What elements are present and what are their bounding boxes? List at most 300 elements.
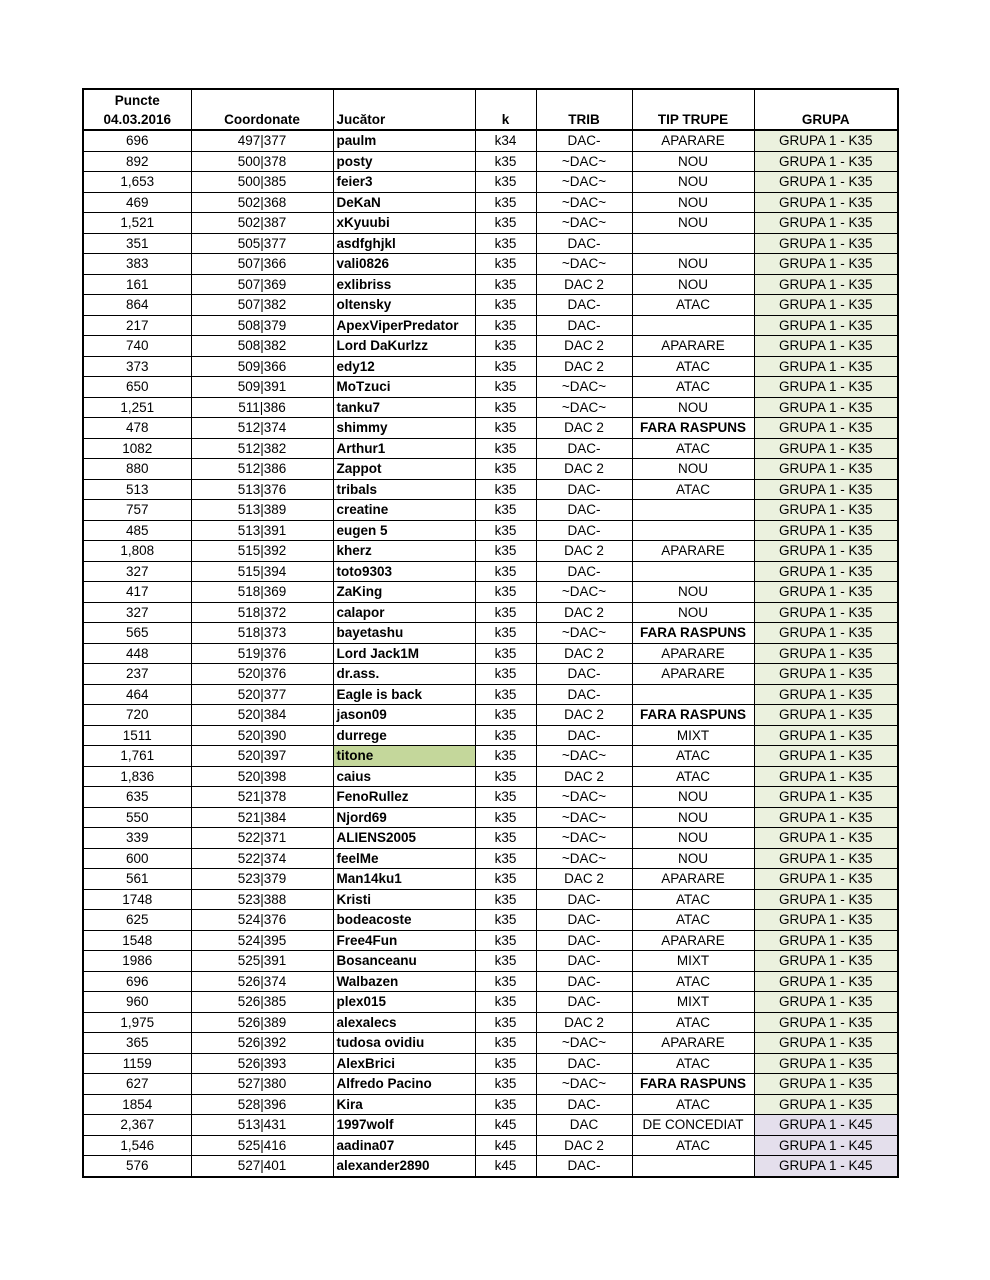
cell-points: 383 xyxy=(83,254,191,275)
cell-player: Lord Jack1M xyxy=(333,643,475,664)
cell-points: 650 xyxy=(83,377,191,398)
table-row xyxy=(83,1156,898,1177)
cell-points: 448 xyxy=(83,643,191,664)
header-tip-trupe: TIP TRUPE xyxy=(632,89,754,130)
cell-grupa: GRUPA 1 - K35 xyxy=(754,233,898,254)
cell-coords: 519|376 xyxy=(191,643,333,664)
cell-player: eugen 5 xyxy=(333,520,475,541)
cell-grupa: GRUPA 1 - K35 xyxy=(754,1074,898,1095)
cell-trib: DAC- xyxy=(536,930,632,951)
cell-k: k35 xyxy=(475,992,536,1013)
cell-player: Eagle is back xyxy=(333,684,475,705)
table-row xyxy=(83,233,898,254)
cell-grupa: GRUPA 1 - K35 xyxy=(754,889,898,910)
cell-player: Bosanceanu xyxy=(333,951,475,972)
cell-k: k35 xyxy=(475,643,536,664)
cell-tip-trupe: NOU xyxy=(632,254,754,275)
cell-grupa: GRUPA 1 - K35 xyxy=(754,397,898,418)
cell-grupa: GRUPA 1 - K35 xyxy=(754,807,898,828)
cell-grupa: GRUPA 1 - K35 xyxy=(754,1094,898,1115)
cell-tip-trupe: ATAC xyxy=(632,1135,754,1156)
cell-tip-trupe xyxy=(632,233,754,254)
cell-coords: 513|391 xyxy=(191,520,333,541)
cell-points: 485 xyxy=(83,520,191,541)
cell-k: k35 xyxy=(475,766,536,787)
cell-tip-trupe xyxy=(632,1156,754,1177)
cell-tip-trupe: NOU xyxy=(632,274,754,295)
cell-trib: DAC- xyxy=(536,295,632,316)
cell-coords: 527|401 xyxy=(191,1156,333,1177)
cell-trib: DAC 2 xyxy=(536,766,632,787)
cell-points: 627 xyxy=(83,1074,191,1095)
cell-points: 1,521 xyxy=(83,213,191,234)
table-row xyxy=(83,889,898,910)
cell-points: 237 xyxy=(83,664,191,685)
table-row xyxy=(83,315,898,336)
cell-player: 1997wolf xyxy=(333,1115,475,1136)
cell-k: k34 xyxy=(475,130,536,151)
cell-points: 1854 xyxy=(83,1094,191,1115)
cell-k: k35 xyxy=(475,1033,536,1054)
cell-trib: ~DAC~ xyxy=(536,1033,632,1054)
cell-k: k45 xyxy=(475,1156,536,1177)
cell-k: k35 xyxy=(475,869,536,890)
cell-tip-trupe: FARA RASPUNS xyxy=(632,1074,754,1095)
table-row xyxy=(83,356,898,377)
cell-trib: ~DAC~ xyxy=(536,151,632,172)
cell-points: 892 xyxy=(83,151,191,172)
cell-coords: 513|389 xyxy=(191,500,333,521)
cell-grupa: GRUPA 1 - K35 xyxy=(754,869,898,890)
cell-coords: 515|392 xyxy=(191,541,333,562)
cell-k: k35 xyxy=(475,172,536,193)
table-row xyxy=(83,643,898,664)
header-coords: Coordonate xyxy=(191,89,333,130)
cell-coords: 522|374 xyxy=(191,848,333,869)
cell-player: oltensky xyxy=(333,295,475,316)
cell-player: alexander2890 xyxy=(333,1156,475,1177)
cell-k: k35 xyxy=(475,684,536,705)
table-row xyxy=(83,500,898,521)
cell-points: 880 xyxy=(83,459,191,480)
cell-player: DeKaN xyxy=(333,192,475,213)
cell-grupa: GRUPA 1 - K35 xyxy=(754,1033,898,1054)
table-row xyxy=(83,971,898,992)
cell-grupa: GRUPA 1 - K35 xyxy=(754,951,898,972)
table-row xyxy=(83,151,898,172)
cell-grupa: GRUPA 1 - K35 xyxy=(754,151,898,172)
cell-player: bayetashu xyxy=(333,623,475,644)
spreadsheet xyxy=(82,88,899,1178)
table-row xyxy=(83,1135,898,1156)
cell-grupa: GRUPA 1 - K35 xyxy=(754,725,898,746)
cell-k: k45 xyxy=(475,1135,536,1156)
cell-coords: 524|376 xyxy=(191,910,333,931)
cell-player: calapor xyxy=(333,602,475,623)
cell-grupa: GRUPA 1 - K35 xyxy=(754,848,898,869)
cell-points: 2,367 xyxy=(83,1115,191,1136)
cell-trib: DAC- xyxy=(536,233,632,254)
cell-player: MoTzuci xyxy=(333,377,475,398)
table-row xyxy=(83,787,898,808)
cell-k: k35 xyxy=(475,664,536,685)
cell-coords: 523|379 xyxy=(191,869,333,890)
cell-trib: ~DAC~ xyxy=(536,397,632,418)
cell-k: k35 xyxy=(475,254,536,275)
cell-coords: 525|391 xyxy=(191,951,333,972)
cell-k: k35 xyxy=(475,356,536,377)
cell-coords: 502|368 xyxy=(191,192,333,213)
cell-player: ApexViperPredator xyxy=(333,315,475,336)
cell-tip-trupe: ATAC xyxy=(632,377,754,398)
cell-grupa: GRUPA 1 - K35 xyxy=(754,438,898,459)
table-row xyxy=(83,664,898,685)
cell-grupa: GRUPA 1 - K35 xyxy=(754,766,898,787)
cell-trib: DAC- xyxy=(536,971,632,992)
table-row xyxy=(83,418,898,439)
cell-tip-trupe xyxy=(632,684,754,705)
cell-tip-trupe: MIXT xyxy=(632,951,754,972)
cell-tip-trupe xyxy=(632,561,754,582)
cell-player: posty xyxy=(333,151,475,172)
table-row xyxy=(83,213,898,234)
cell-k: k35 xyxy=(475,438,536,459)
cell-tip-trupe: NOU xyxy=(632,807,754,828)
cell-coords: 520|377 xyxy=(191,684,333,705)
cell-coords: 520|397 xyxy=(191,746,333,767)
cell-tip-trupe: ATAC xyxy=(632,1094,754,1115)
cell-points: 1,836 xyxy=(83,766,191,787)
cell-k: k35 xyxy=(475,1074,536,1095)
cell-k: k35 xyxy=(475,459,536,480)
cell-points: 1511 xyxy=(83,725,191,746)
table-row xyxy=(83,397,898,418)
cell-tip-trupe: MIXT xyxy=(632,992,754,1013)
cell-tip-trupe: APARARE xyxy=(632,930,754,951)
cell-grupa: GRUPA 1 - K35 xyxy=(754,992,898,1013)
cell-grupa: GRUPA 1 - K35 xyxy=(754,520,898,541)
cell-player: exlibriss xyxy=(333,274,475,295)
cell-tip-trupe: DE CONCEDIAT xyxy=(632,1115,754,1136)
cell-player: asdfghjkl xyxy=(333,233,475,254)
cell-trib: DAC- xyxy=(536,561,632,582)
table-row xyxy=(83,951,898,972)
table-row xyxy=(83,274,898,295)
cell-tip-trupe: NOU xyxy=(632,848,754,869)
player-table xyxy=(82,88,899,1178)
cell-player: AlexBrici xyxy=(333,1053,475,1074)
cell-k: k45 xyxy=(475,1115,536,1136)
cell-tip-trupe: FARA RASPUNS xyxy=(632,623,754,644)
cell-trib: DAC 2 xyxy=(536,1135,632,1156)
cell-grupa: GRUPA 1 - K35 xyxy=(754,971,898,992)
table-row xyxy=(83,746,898,767)
cell-points: 1,808 xyxy=(83,541,191,562)
table-row xyxy=(83,848,898,869)
cell-k: k35 xyxy=(475,500,536,521)
cell-trib: DAC- xyxy=(536,479,632,500)
cell-points: 635 xyxy=(83,787,191,808)
cell-tip-trupe: NOU xyxy=(632,787,754,808)
cell-points: 1,251 xyxy=(83,397,191,418)
cell-tip-trupe: ATAC xyxy=(632,1053,754,1074)
cell-grupa: GRUPA 1 - K35 xyxy=(754,623,898,644)
cell-player: xKyuubi xyxy=(333,213,475,234)
cell-trib: ~DAC~ xyxy=(536,213,632,234)
cell-tip-trupe: NOU xyxy=(632,192,754,213)
cell-tip-trupe: ATAC xyxy=(632,971,754,992)
cell-tip-trupe: ATAC xyxy=(632,438,754,459)
cell-k: k35 xyxy=(475,930,536,951)
cell-coords: 518|372 xyxy=(191,602,333,623)
cell-k: k35 xyxy=(475,151,536,172)
cell-k: k35 xyxy=(475,213,536,234)
cell-coords: 512|382 xyxy=(191,438,333,459)
cell-tip-trupe: APARARE xyxy=(632,1033,754,1054)
header-points-date: 04.03.2016 xyxy=(103,112,172,127)
cell-points: 373 xyxy=(83,356,191,377)
cell-coords: 525|416 xyxy=(191,1135,333,1156)
cell-trib: DAC- xyxy=(536,500,632,521)
cell-k: k35 xyxy=(475,192,536,213)
cell-grupa: GRUPA 1 - K35 xyxy=(754,356,898,377)
cell-points: 417 xyxy=(83,582,191,603)
cell-points: 565 xyxy=(83,623,191,644)
cell-player: durrege xyxy=(333,725,475,746)
cell-grupa: GRUPA 1 - K35 xyxy=(754,418,898,439)
cell-points: 1159 xyxy=(83,1053,191,1074)
cell-k: k35 xyxy=(475,582,536,603)
cell-tip-trupe: ATAC xyxy=(632,479,754,500)
cell-k: k35 xyxy=(475,315,536,336)
cell-coords: 512|386 xyxy=(191,459,333,480)
cell-k: k35 xyxy=(475,725,536,746)
cell-grupa: GRUPA 1 - K35 xyxy=(754,500,898,521)
cell-tip-trupe: FARA RASPUNS xyxy=(632,418,754,439)
cell-trib: DAC 2 xyxy=(536,336,632,357)
header-points-label: Puncte xyxy=(114,93,160,108)
cell-tip-trupe: NOU xyxy=(632,213,754,234)
cell-points: 1082 xyxy=(83,438,191,459)
table-row xyxy=(83,869,898,890)
cell-player: Kira xyxy=(333,1094,475,1115)
cell-trib: ~DAC~ xyxy=(536,377,632,398)
cell-grupa: GRUPA 1 - K35 xyxy=(754,787,898,808)
cell-k: k35 xyxy=(475,971,536,992)
cell-tip-trupe: APARARE xyxy=(632,643,754,664)
cell-points: 550 xyxy=(83,807,191,828)
cell-grupa: GRUPA 1 - K35 xyxy=(754,192,898,213)
cell-points: 1,761 xyxy=(83,746,191,767)
cell-coords: 497|377 xyxy=(191,130,333,151)
header-row xyxy=(83,89,898,130)
cell-points: 513 xyxy=(83,479,191,500)
cell-tip-trupe: MIXT xyxy=(632,725,754,746)
cell-grupa: GRUPA 1 - K35 xyxy=(754,1012,898,1033)
cell-points: 327 xyxy=(83,602,191,623)
table-row xyxy=(83,172,898,193)
cell-tip-trupe: ATAC xyxy=(632,356,754,377)
cell-grupa: GRUPA 1 - K35 xyxy=(754,479,898,500)
cell-k: k35 xyxy=(475,705,536,726)
cell-coords: 515|394 xyxy=(191,561,333,582)
cell-k: k35 xyxy=(475,479,536,500)
table-row xyxy=(83,377,898,398)
table-row xyxy=(83,295,898,316)
cell-trib: DAC- xyxy=(536,520,632,541)
cell-coords: 512|374 xyxy=(191,418,333,439)
cell-points: 696 xyxy=(83,971,191,992)
cell-trib: DAC 2 xyxy=(536,1012,632,1033)
cell-grupa: GRUPA 1 - K35 xyxy=(754,643,898,664)
cell-points: 365 xyxy=(83,1033,191,1054)
cell-trib: ~DAC~ xyxy=(536,848,632,869)
cell-trib: DAC- xyxy=(536,1053,632,1074)
cell-trib: DAC xyxy=(536,1115,632,1136)
cell-coords: 522|371 xyxy=(191,828,333,849)
cell-grupa: GRUPA 1 - K35 xyxy=(754,213,898,234)
cell-grupa: GRUPA 1 - K35 xyxy=(754,274,898,295)
cell-grupa: GRUPA 1 - K35 xyxy=(754,130,898,151)
cell-coords: 500|385 xyxy=(191,172,333,193)
header-grupa: GRUPA xyxy=(754,89,898,130)
cell-player: Walbazen xyxy=(333,971,475,992)
table-row xyxy=(83,992,898,1013)
cell-grupa: GRUPA 1 - K35 xyxy=(754,541,898,562)
cell-points: 720 xyxy=(83,705,191,726)
table-row xyxy=(83,1012,898,1033)
table-row xyxy=(83,705,898,726)
cell-trib: ~DAC~ xyxy=(536,623,632,644)
cell-trib: DAC- xyxy=(536,725,632,746)
cell-grupa: GRUPA 1 - K35 xyxy=(754,172,898,193)
cell-trib: DAC 2 xyxy=(536,356,632,377)
cell-player: tudosa ovidiu xyxy=(333,1033,475,1054)
header-player: Jucător xyxy=(333,89,475,130)
table-row xyxy=(83,930,898,951)
cell-points: 600 xyxy=(83,848,191,869)
cell-player: tribals xyxy=(333,479,475,500)
cell-points: 1,975 xyxy=(83,1012,191,1033)
cell-k: k35 xyxy=(475,295,536,316)
cell-k: k35 xyxy=(475,336,536,357)
table-row xyxy=(83,807,898,828)
cell-trib: DAC 2 xyxy=(536,541,632,562)
cell-trib: DAC- xyxy=(536,130,632,151)
cell-tip-trupe: ATAC xyxy=(632,746,754,767)
cell-player: Njord69 xyxy=(333,807,475,828)
cell-points: 576 xyxy=(83,1156,191,1177)
cell-tip-trupe: NOU xyxy=(632,397,754,418)
cell-grupa: GRUPA 1 - K35 xyxy=(754,336,898,357)
table-row xyxy=(83,438,898,459)
cell-points: 864 xyxy=(83,295,191,316)
cell-player: alexalecs xyxy=(333,1012,475,1033)
cell-player: dr.ass. xyxy=(333,664,475,685)
cell-trib: DAC 2 xyxy=(536,705,632,726)
cell-coords: 509|391 xyxy=(191,377,333,398)
cell-coords: 518|369 xyxy=(191,582,333,603)
cell-player: bodeacoste xyxy=(333,910,475,931)
cell-points: 696 xyxy=(83,130,191,151)
cell-trib: ~DAC~ xyxy=(536,254,632,275)
table-row xyxy=(83,459,898,480)
cell-grupa: GRUPA 1 - K45 xyxy=(754,1156,898,1177)
cell-trib: DAC- xyxy=(536,951,632,972)
cell-points: 1548 xyxy=(83,930,191,951)
table-row xyxy=(83,130,898,151)
cell-player: Man14ku1 xyxy=(333,869,475,890)
cell-grupa: GRUPA 1 - K35 xyxy=(754,1053,898,1074)
cell-trib: ~DAC~ xyxy=(536,746,632,767)
cell-points: 1,546 xyxy=(83,1135,191,1156)
cell-tip-trupe: NOU xyxy=(632,582,754,603)
cell-grupa: GRUPA 1 - K45 xyxy=(754,1135,898,1156)
cell-player: toto9303 xyxy=(333,561,475,582)
cell-coords: 520|390 xyxy=(191,725,333,746)
cell-points: 561 xyxy=(83,869,191,890)
cell-coords: 526|389 xyxy=(191,1012,333,1033)
cell-coords: 526|374 xyxy=(191,971,333,992)
cell-k: k35 xyxy=(475,233,536,254)
table-row xyxy=(83,520,898,541)
cell-player: FenoRullez xyxy=(333,787,475,808)
cell-grupa: GRUPA 1 - K35 xyxy=(754,746,898,767)
cell-player: jason09 xyxy=(333,705,475,726)
cell-grupa: GRUPA 1 - K45 xyxy=(754,1115,898,1136)
cell-points: 1,653 xyxy=(83,172,191,193)
cell-k: k35 xyxy=(475,602,536,623)
cell-points: 161 xyxy=(83,274,191,295)
cell-tip-trupe: NOU xyxy=(632,459,754,480)
cell-coords: 518|373 xyxy=(191,623,333,644)
cell-trib: DAC- xyxy=(536,684,632,705)
cell-k: k35 xyxy=(475,274,536,295)
cell-k: k35 xyxy=(475,807,536,828)
table-row xyxy=(83,582,898,603)
cell-k: k35 xyxy=(475,910,536,931)
table-row xyxy=(83,766,898,787)
cell-coords: 523|388 xyxy=(191,889,333,910)
cell-grupa: GRUPA 1 - K35 xyxy=(754,684,898,705)
table-row xyxy=(83,254,898,275)
cell-tip-trupe: NOU xyxy=(632,602,754,623)
cell-tip-trupe: ATAC xyxy=(632,766,754,787)
cell-tip-trupe: ATAC xyxy=(632,889,754,910)
cell-points: 625 xyxy=(83,910,191,931)
cell-k: k35 xyxy=(475,520,536,541)
cell-k: k35 xyxy=(475,828,536,849)
cell-points: 327 xyxy=(83,561,191,582)
cell-trib: ~DAC~ xyxy=(536,807,632,828)
cell-coords: 520|384 xyxy=(191,705,333,726)
cell-k: k35 xyxy=(475,418,536,439)
table-row xyxy=(83,725,898,746)
cell-grupa: GRUPA 1 - K35 xyxy=(754,377,898,398)
cell-tip-trupe: APARARE xyxy=(632,336,754,357)
cell-trib: DAC 2 xyxy=(536,459,632,480)
cell-grupa: GRUPA 1 - K35 xyxy=(754,705,898,726)
cell-trib: DAC- xyxy=(536,889,632,910)
table-row xyxy=(83,541,898,562)
table-row xyxy=(83,828,898,849)
cell-trib: DAC 2 xyxy=(536,418,632,439)
cell-trib: DAC- xyxy=(536,315,632,336)
cell-coords: 505|377 xyxy=(191,233,333,254)
table-row xyxy=(83,623,898,644)
cell-k: k35 xyxy=(475,1094,536,1115)
cell-coords: 511|386 xyxy=(191,397,333,418)
